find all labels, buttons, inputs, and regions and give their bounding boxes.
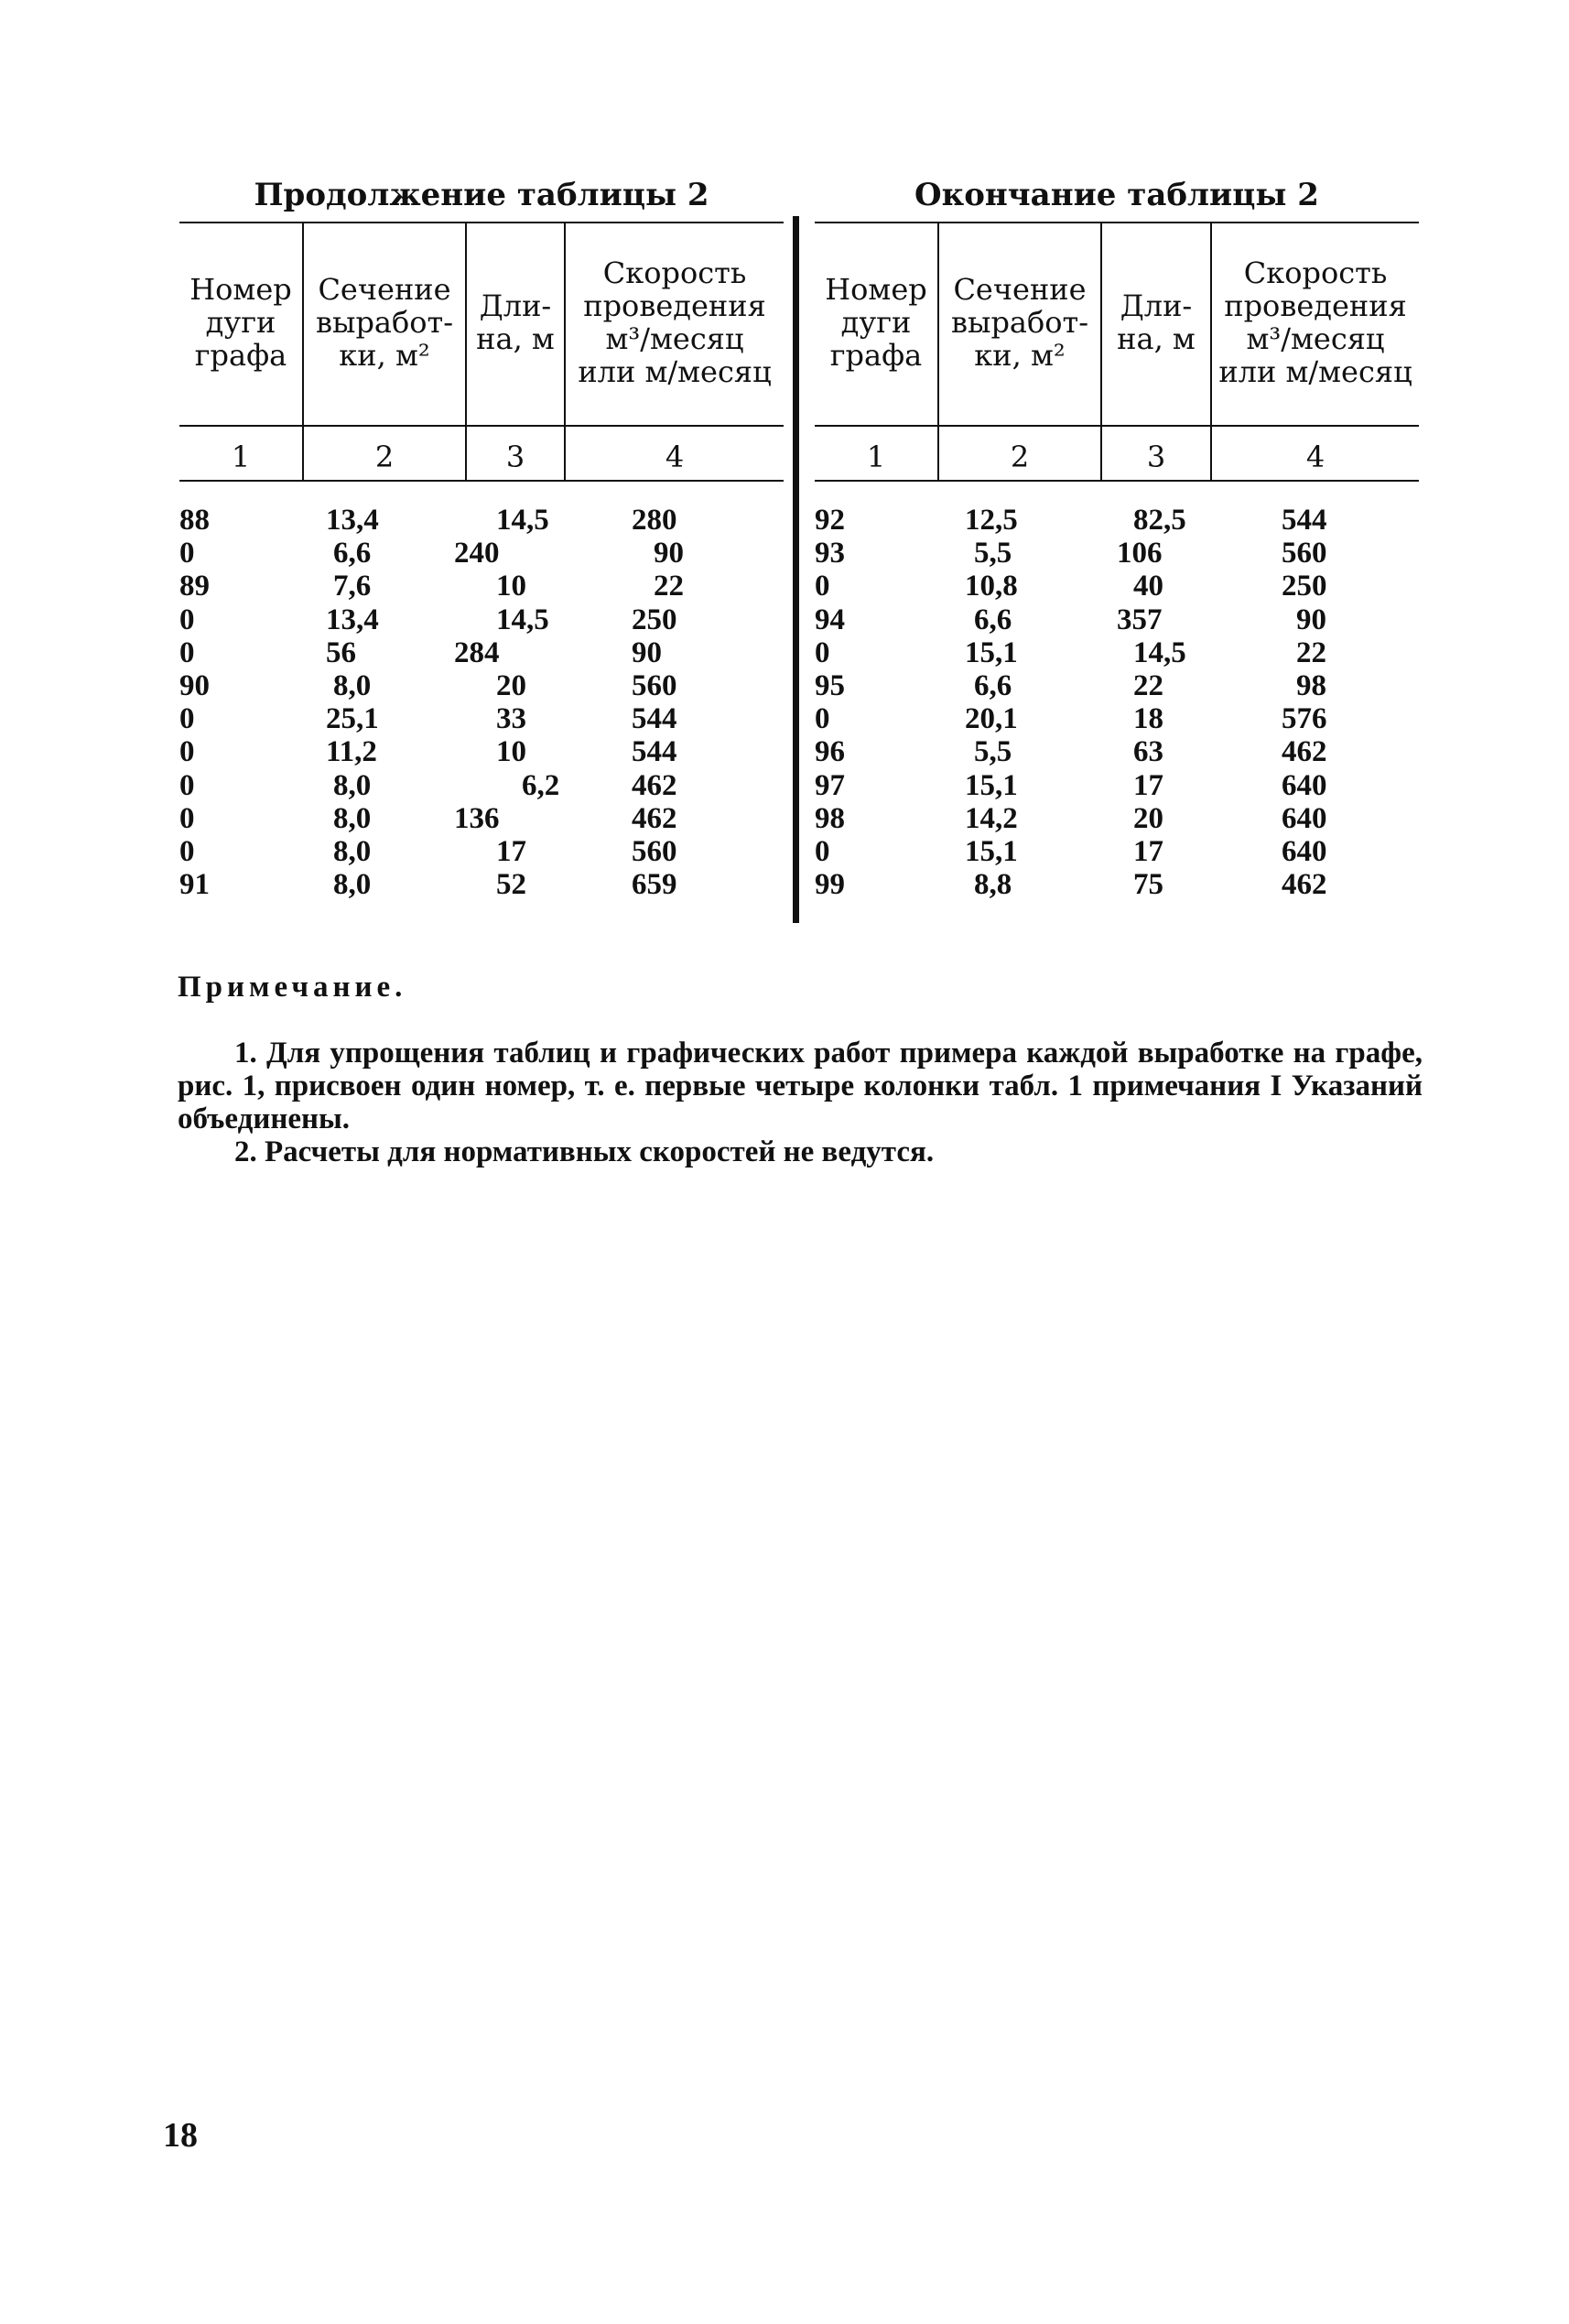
cell-speed: 98 xyxy=(1296,668,1326,702)
table-row xyxy=(179,636,784,669)
cell-section: 15,1 xyxy=(965,768,1018,802)
table-row xyxy=(179,735,784,768)
cell-speed: 250 xyxy=(1282,570,1327,603)
table-row xyxy=(815,669,1419,702)
cell-speed: 250 xyxy=(632,603,677,636)
column-number: 3 xyxy=(505,440,525,474)
cell-section: 12,5 xyxy=(965,504,1018,537)
cell-section: 8,8 xyxy=(974,868,1012,902)
cell-arc: 0 xyxy=(179,768,195,802)
header-length: Дли- на, м xyxy=(1117,288,1196,356)
header-length: Дли- на, м xyxy=(476,288,555,356)
table-body xyxy=(179,504,784,901)
header-speed: Скорость проведения м³/месяц или м/месяц xyxy=(1218,255,1412,389)
cell-speed: 560 xyxy=(632,834,677,868)
cell-speed: 462 xyxy=(1282,735,1327,769)
cell-speed: 90 xyxy=(654,537,684,570)
table-title: Окончание таблицы 2 xyxy=(914,177,1319,213)
cell-arc: 0 xyxy=(815,702,830,736)
cell-speed: 462 xyxy=(632,768,677,802)
column-number: 3 xyxy=(1146,440,1166,474)
cell-section: 6,6 xyxy=(333,537,372,570)
table-row xyxy=(815,636,1419,669)
cell-speed: 640 xyxy=(1282,801,1327,835)
cell-arc: 0 xyxy=(179,702,195,736)
cell-speed: 659 xyxy=(632,868,677,902)
cell-arc: 97 xyxy=(815,768,845,802)
cell-speed: 90 xyxy=(1296,603,1326,636)
cell-length: 240 xyxy=(454,537,500,570)
cell-speed: 90 xyxy=(632,635,662,669)
cell-speed: 640 xyxy=(1282,834,1327,868)
cell-section: 6,6 xyxy=(974,668,1012,702)
column-number: 2 xyxy=(374,440,395,474)
cell-length: 20 xyxy=(1133,801,1163,835)
cell-arc: 0 xyxy=(815,834,830,868)
cell-arc: 90 xyxy=(179,668,210,702)
table-row xyxy=(179,702,784,735)
cell-arc: 0 xyxy=(815,570,830,603)
cell-speed: 462 xyxy=(1282,868,1327,902)
column-number: 4 xyxy=(1305,440,1326,474)
cell-section: 5,5 xyxy=(974,537,1012,570)
table-ending xyxy=(815,174,1419,902)
table-divider xyxy=(793,216,799,923)
cell-section: 8,0 xyxy=(333,801,372,835)
cell-section: 25,1 xyxy=(326,702,379,736)
cell-length: 75 xyxy=(1133,868,1163,902)
cell-arc: 92 xyxy=(815,504,845,537)
cell-section: 56 xyxy=(326,635,356,669)
column-number: 4 xyxy=(665,440,685,474)
header-cross-section: Сечение выработ- ки, м² xyxy=(315,272,454,373)
cell-arc: 0 xyxy=(179,537,195,570)
cell-arc: 0 xyxy=(179,735,195,769)
cell-length: 20 xyxy=(496,668,526,702)
cell-speed: 22 xyxy=(654,570,684,603)
cell-length: 6,2 xyxy=(522,768,560,802)
header-cross-section: Сечение выработ- ки, м² xyxy=(950,272,1089,373)
cell-speed: 544 xyxy=(632,735,677,769)
cell-speed: 544 xyxy=(1282,504,1327,537)
cell-length: 63 xyxy=(1133,735,1163,769)
cell-section: 20,1 xyxy=(965,702,1018,736)
cell-length: 17 xyxy=(1133,834,1163,868)
cell-section: 8,0 xyxy=(333,668,372,702)
table-row xyxy=(179,835,784,868)
table-row xyxy=(815,702,1419,735)
cell-section: 13,4 xyxy=(326,504,379,537)
header-arc-number: Номер дуги графа xyxy=(825,272,927,373)
table-row xyxy=(179,669,784,702)
cell-length: 10 xyxy=(496,735,526,769)
table-body xyxy=(815,504,1419,901)
cell-length: 52 xyxy=(496,868,526,902)
header-speed: Скорость проведения м³/месяц или м/месяц xyxy=(578,255,772,389)
table-row xyxy=(815,802,1419,835)
cell-arc: 93 xyxy=(815,537,845,570)
cell-arc: 96 xyxy=(815,735,845,769)
cell-section: 5,5 xyxy=(974,735,1012,769)
cell-section: 6,6 xyxy=(974,603,1012,636)
cell-arc: 0 xyxy=(179,801,195,835)
cell-length: 33 xyxy=(496,702,526,736)
table-row xyxy=(815,504,1419,537)
cell-section: 8,0 xyxy=(333,768,372,802)
cell-speed: 280 xyxy=(632,504,677,537)
cell-speed: 576 xyxy=(1282,702,1327,736)
table-row xyxy=(179,802,784,835)
column-number: 2 xyxy=(1010,440,1030,474)
cell-section: 7,6 xyxy=(333,570,372,603)
note-section xyxy=(178,971,1423,1168)
cell-length: 357 xyxy=(1117,603,1163,636)
cell-arc: 0 xyxy=(179,635,195,669)
cell-speed: 544 xyxy=(632,702,677,736)
cell-section: 13,4 xyxy=(326,603,379,636)
cell-speed: 462 xyxy=(632,801,677,835)
table-row xyxy=(815,537,1419,570)
cell-section: 15,1 xyxy=(965,834,1018,868)
cell-length: 17 xyxy=(496,834,526,868)
column-number: 1 xyxy=(231,440,251,474)
cell-arc: 88 xyxy=(179,504,210,537)
cell-arc: 89 xyxy=(179,570,210,603)
table-row xyxy=(179,868,784,901)
table-continuation xyxy=(179,174,784,902)
table-row xyxy=(179,570,784,603)
cell-arc: 91 xyxy=(179,868,210,902)
cell-arc: 95 xyxy=(815,668,845,702)
cell-speed: 560 xyxy=(632,668,677,702)
page-number: 18 xyxy=(163,2116,198,2155)
cell-section: 11,2 xyxy=(326,735,377,769)
cell-section: 8,0 xyxy=(333,834,372,868)
cell-length: 82,5 xyxy=(1133,504,1186,537)
column-number: 1 xyxy=(866,440,886,474)
rule-header-bottom xyxy=(815,425,1419,427)
cell-length: 17 xyxy=(1133,768,1163,802)
table-row xyxy=(815,570,1419,603)
table-row xyxy=(179,603,784,636)
header-arc-number: Номер дуги графа xyxy=(189,272,292,373)
cell-length: 14,5 xyxy=(496,603,549,636)
cell-length: 22 xyxy=(1133,668,1163,702)
table-row xyxy=(179,504,784,537)
table-title: Продолжение таблицы 2 xyxy=(254,177,709,213)
cell-arc: 98 xyxy=(815,801,845,835)
note-item: 2. Расчеты для нормативных скоростей не ведутся. xyxy=(234,1135,935,1168)
cell-length: 18 xyxy=(1133,702,1163,736)
cell-section: 10,8 xyxy=(965,570,1018,603)
note-item: 1. Для упрощения таблиц и графических работ примера каждой выработке на графе, рис. 1, присвоен один номер, т. е. первые четыре колонки табл. 1 примечания I Указаний объединены. xyxy=(178,1037,1423,1135)
cell-speed: 560 xyxy=(1282,537,1327,570)
note-title: Примечание. xyxy=(178,971,407,1004)
cell-length: 40 xyxy=(1133,570,1163,603)
cell-arc: 99 xyxy=(815,868,845,902)
table-row xyxy=(815,868,1419,901)
cell-section: 14,2 xyxy=(965,801,1018,835)
cell-length: 284 xyxy=(454,635,500,669)
cell-arc: 0 xyxy=(815,635,830,669)
cell-section: 15,1 xyxy=(965,635,1018,669)
cell-length: 10 xyxy=(496,570,526,603)
cell-speed: 22 xyxy=(1296,635,1326,669)
cell-length: 14,5 xyxy=(1133,635,1186,669)
table-row xyxy=(179,537,784,570)
rule-header-bottom xyxy=(179,425,784,427)
table-row xyxy=(815,735,1419,768)
table-row xyxy=(815,769,1419,802)
cell-speed: 640 xyxy=(1282,768,1327,802)
table-row xyxy=(815,835,1419,868)
table-row xyxy=(815,603,1419,636)
cell-arc: 0 xyxy=(179,603,195,636)
cell-length: 106 xyxy=(1117,537,1163,570)
cell-section: 8,0 xyxy=(333,868,372,902)
table-row xyxy=(179,769,784,802)
cell-length: 136 xyxy=(454,801,500,835)
cell-length: 14,5 xyxy=(496,504,549,537)
cell-arc: 94 xyxy=(815,603,845,636)
cell-arc: 0 xyxy=(179,834,195,868)
